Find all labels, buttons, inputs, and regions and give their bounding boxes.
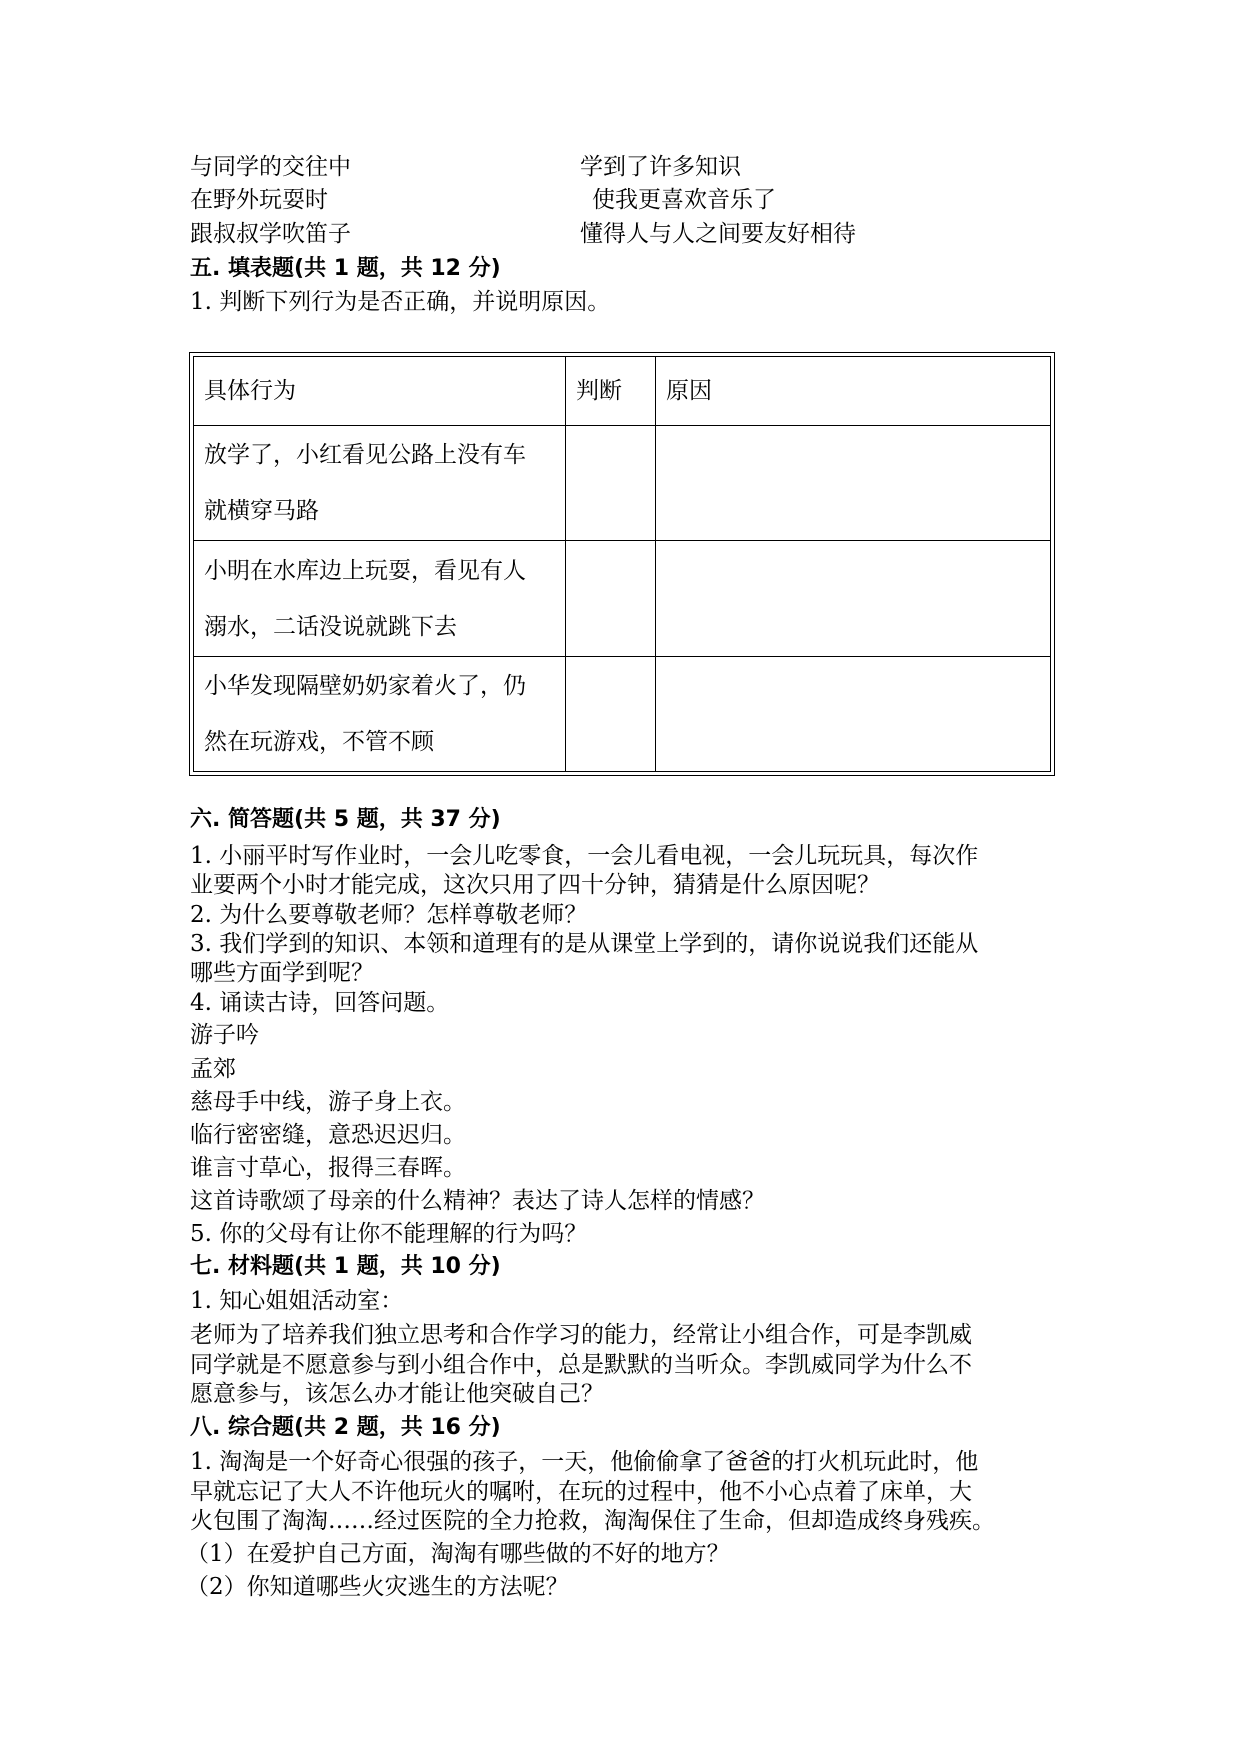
behavior-cell (194, 656, 566, 771)
poem-line-2: 临行密密缝，意恐迟迟归。 (190, 1122, 466, 1148)
match-left-1: 与同学的交往中 (190, 154, 351, 180)
section7-text-line1: 老师为了培养我们独立思考和合作学习的能力，经常让小组合作，可是李凯威 (190, 1322, 972, 1348)
table-header-behavior: 具体行为 (194, 357, 566, 426)
section6-q5: 5. 你的父母有让你不能理解的行为吗？ (190, 1221, 588, 1247)
section5-heading: 五. 填表题(共 1 题，共 12 分) (190, 256, 501, 281)
table-header-row (194, 357, 1051, 426)
match-left-3: 跟叔叔学吹笛子 (190, 221, 351, 247)
section8-sub2: （2）你知道哪些火灾逃生的方法呢？ (186, 1574, 569, 1600)
judge-cell[interactable] (566, 426, 656, 541)
behavior-cell (194, 541, 566, 656)
table-row (194, 541, 1051, 656)
section6-q1-line1: 1. 小丽平时写作业时，一会儿吃零食，一会儿看电视，一会儿玩玩具，每次作 (190, 843, 979, 869)
behavior-line: 就横穿马路 (204, 498, 319, 525)
poem-line-1: 慈母手中线，游子身上衣。 (190, 1089, 466, 1115)
section6-q4-question: 这首诗歌颂了母亲的什么精神？表达了诗人怎样的情感？ (190, 1188, 765, 1214)
section6-q3-line2: 哪些方面学到呢？ (190, 960, 374, 986)
behavior-line: 溺水，二话没说就跳下去 (204, 613, 457, 640)
behavior-line: 放学了，小红看见公路上没有车 (204, 442, 526, 469)
behavior-line: 小华发现隔壁奶奶家着火了，仍 (204, 672, 526, 699)
behavior-cell (194, 426, 566, 541)
match-right-3: 懂得人与人之间要友好相待 (580, 221, 856, 247)
behavior-line: 然在玩游戏，不管不顾 (204, 728, 434, 755)
behavior-line: 小明在水库边上玩耍，看见有人 (204, 557, 526, 584)
table-header-judge: 判断 (566, 357, 656, 426)
section6-q3-line1: 3. 我们学到的知识、本领和道理有的是从课堂上学到的，请你说说我们还能从 (190, 931, 979, 957)
section6-q2: 2. 为什么要尊敬老师？怎样尊敬老师？ (190, 902, 588, 928)
section5-q1: 1. 判断下列行为是否正确，并说明原因。 (190, 289, 611, 315)
judge-cell[interactable] (566, 656, 656, 771)
section8-q1-line2: 早就忘记了大人不许他玩火的嘱咐，在玩的过程中，他不小心点着了床单，大 (190, 1479, 972, 1505)
section7-text-line2: 同学就是不愿意参与到小组合作中，总是默默的当听众。李凯威同学为什么不 (190, 1352, 972, 1378)
reason-cell[interactable] (656, 541, 1051, 656)
poem-line-3: 谁言寸草心，报得三春晖。 (190, 1155, 466, 1181)
poem-author: 孟郊 (190, 1056, 236, 1082)
table-row (194, 656, 1051, 771)
match-right-1: 学到了许多知识 (580, 154, 741, 180)
match-right-2: 使我更喜欢音乐了 (592, 187, 776, 213)
section7-text-line3: 愿意参与，该怎么办才能让他突破自己？ (190, 1381, 604, 1407)
poem-title: 游子吟 (190, 1022, 259, 1048)
section6-q4: 4. 诵读古诗，回答问题。 (190, 990, 450, 1016)
table-header-reason: 原因 (656, 357, 1051, 426)
section6-heading: 六. 简答题(共 5 题，共 37 分) (190, 807, 501, 832)
judge-cell[interactable] (566, 541, 656, 656)
section8-q1-line3: 火包围了淘淘……经过医院的全力抢救，淘淘保住了生命，但却造成终身残疾。 (190, 1508, 995, 1534)
section7-heading: 七. 材料题(共 1 题，共 10 分) (190, 1254, 501, 1279)
match-left-2: 在野外玩耍时 (190, 187, 328, 213)
reason-cell[interactable] (656, 426, 1051, 541)
reason-cell[interactable] (656, 656, 1051, 771)
judgement-table (189, 352, 1055, 776)
section8-sub1: （1）在爱护自己方面，淘淘有哪些做的不好的地方？ (186, 1541, 730, 1567)
section8-heading: 八. 综合题(共 2 题，共 16 分) (190, 1415, 501, 1440)
section7-q1: 1. 知心姐姐活动室： (190, 1288, 404, 1314)
section6-q1-line2: 业要两个小时才能完成，这次只用了四十分钟，猜猜是什么原因呢？ (190, 872, 880, 898)
section8-q1-line1: 1. 淘淘是一个好奇心很强的孩子，一天，他偷偷拿了爸爸的打火机玩此时，他 (190, 1449, 979, 1475)
table-row (194, 426, 1051, 541)
